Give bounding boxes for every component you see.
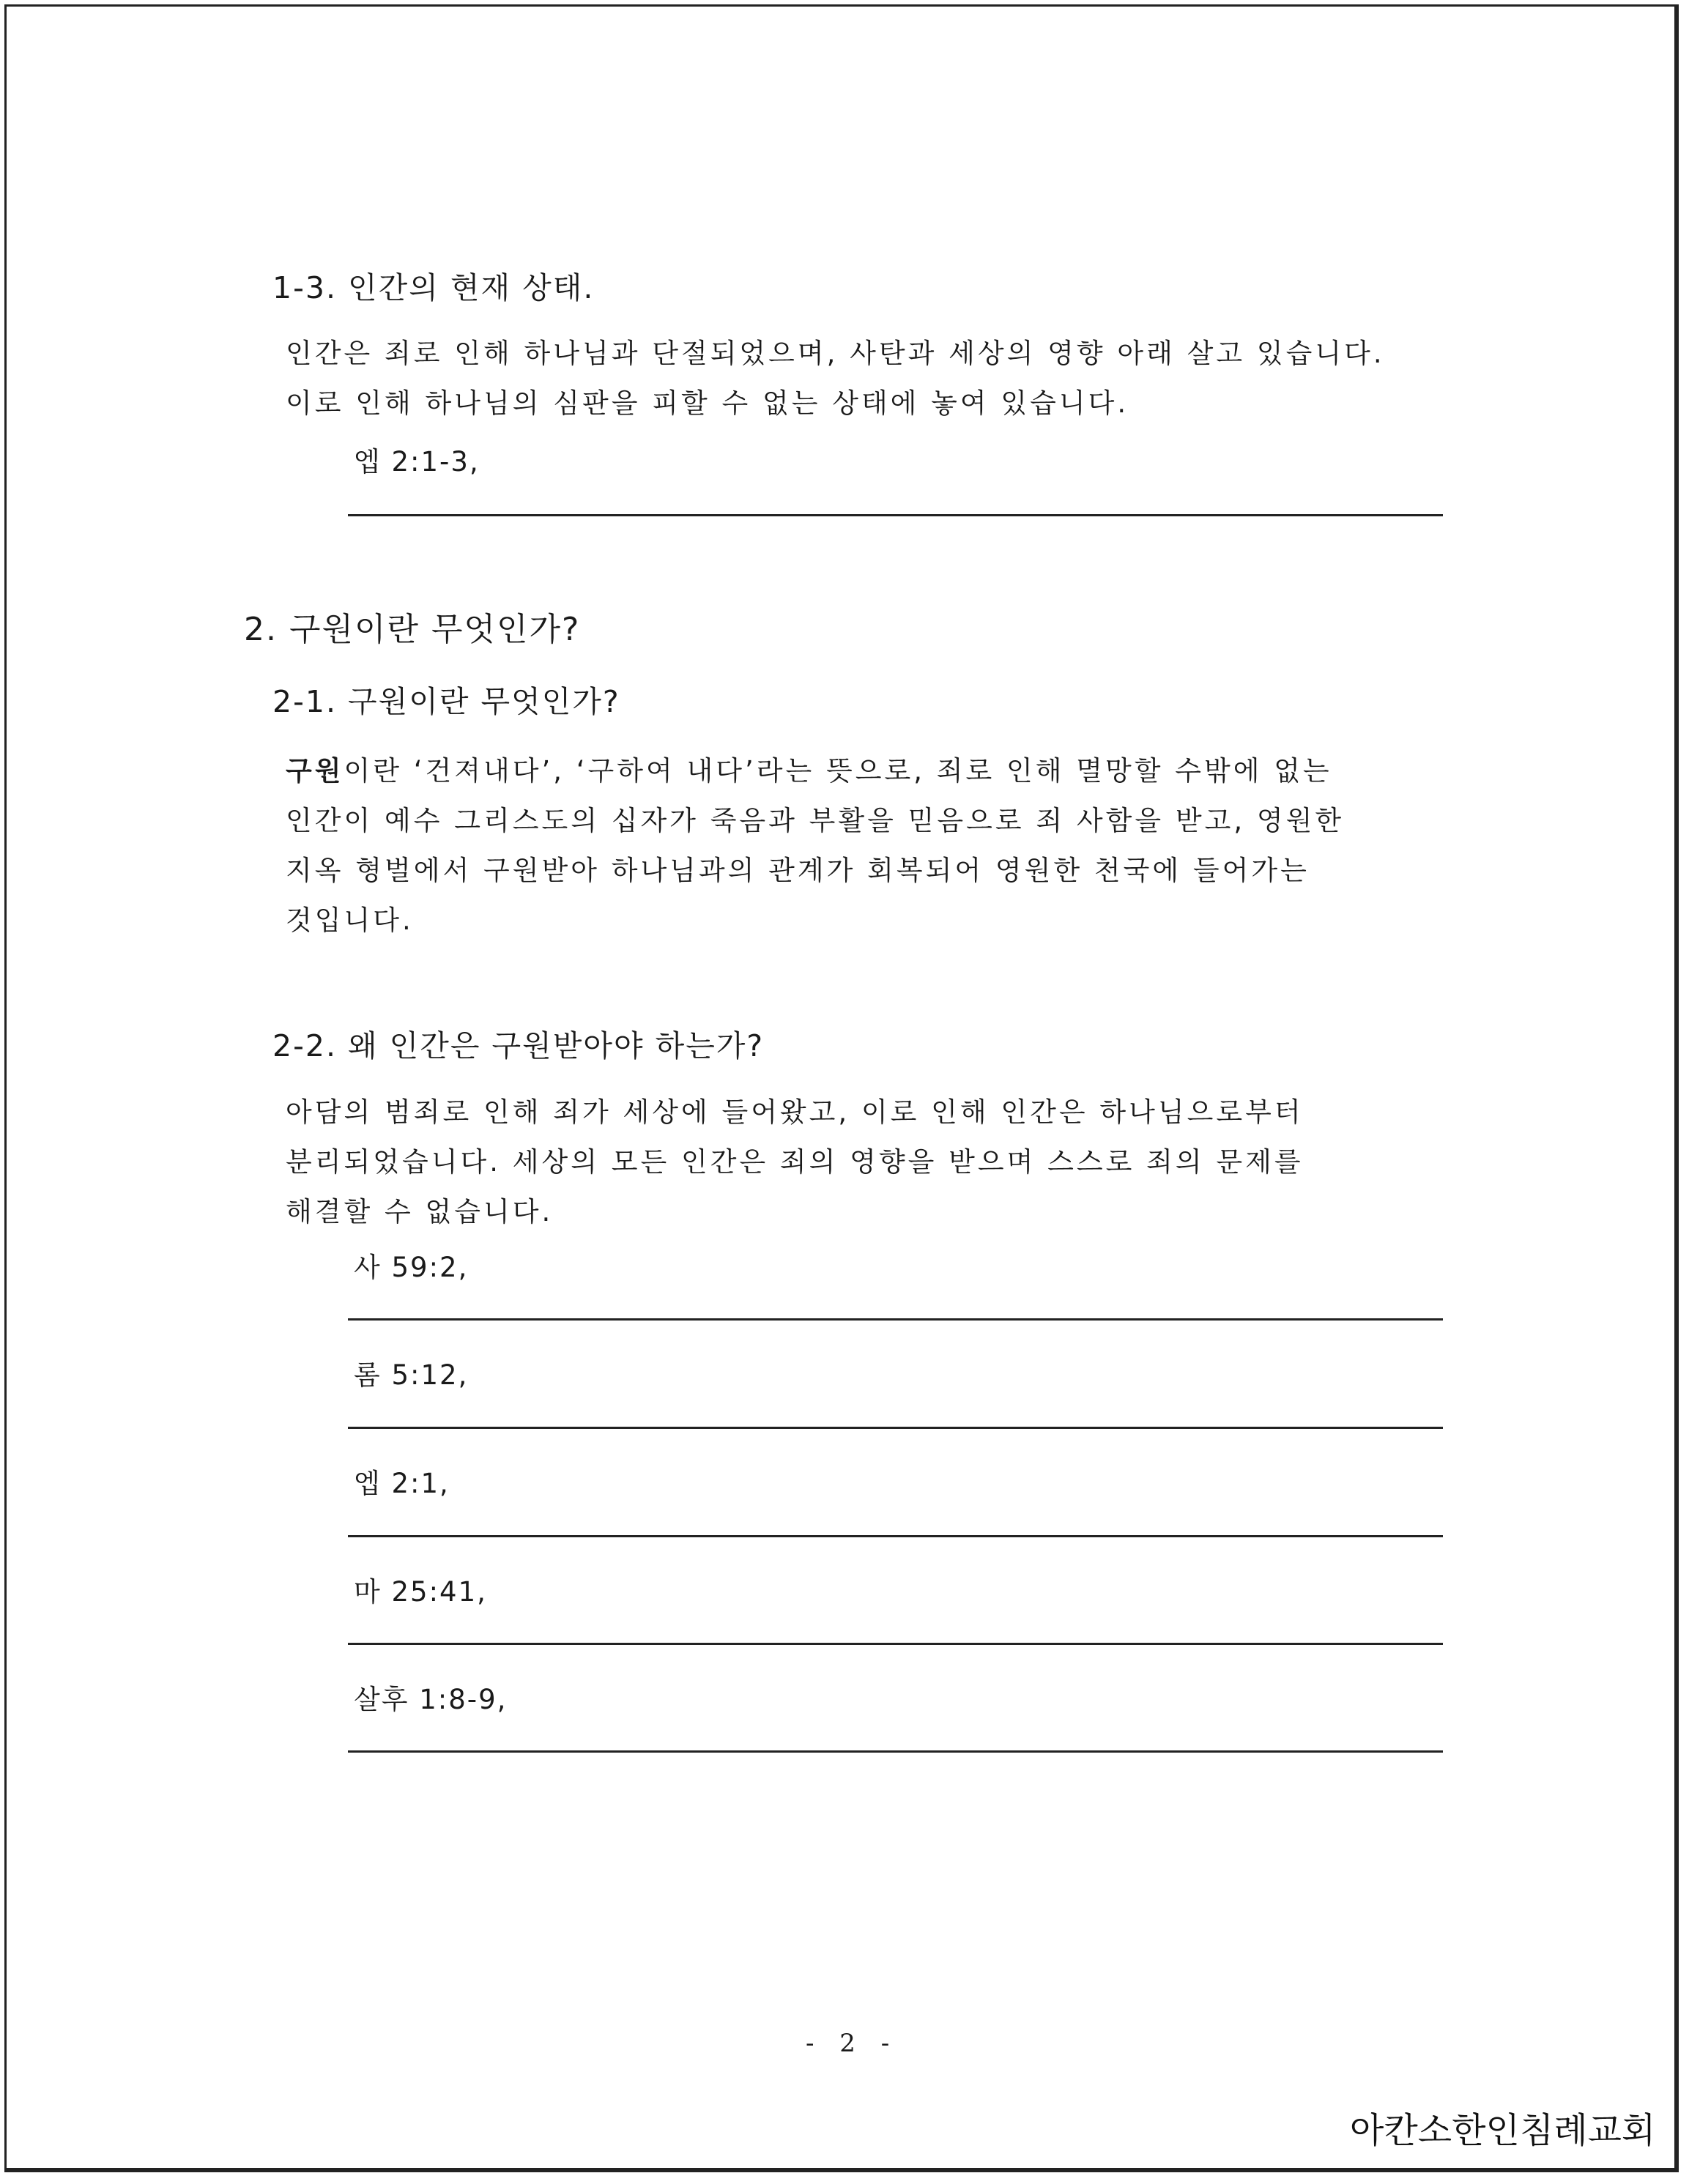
paragraph-line: 아담의 범죄로 인해 죄가 세상에 들어왔고, 이로 인해 인간은 하나님으로부터 bbox=[286, 1096, 1304, 1128]
paragraph-text: 이란 ‘건져내다’, ‘구하여 내다’라는 뜻으로, 죄로 인해 멸망할 수밖에 없는 bbox=[344, 755, 1332, 787]
scripture-reference: 롬 5:12, bbox=[354, 1359, 469, 1391]
answer-line bbox=[348, 1643, 1443, 1645]
paragraph-line: 인간은 죄로 인해 하나님과 단절되었으며, 사탄과 세상의 영향 아래 살고 있습니다. bbox=[286, 338, 1385, 369]
section-heading-1-3: 1-3. 인간의 현재 상태. bbox=[272, 270, 595, 305]
scripture-reference: 마 25:41, bbox=[354, 1576, 487, 1608]
scripture-reference: 엡 2:1, bbox=[354, 1468, 450, 1499]
paragraph-line: 것입니다. bbox=[286, 905, 414, 936]
scripture-reference: 엡 2:1-3, bbox=[354, 446, 480, 478]
answer-line bbox=[348, 1318, 1443, 1321]
paragraph-line: 인간이 예수 그리스도의 십자가 죽음과 부활을 믿음으로 죄 사함을 받고, 영원한 bbox=[286, 805, 1345, 836]
paragraph-line bbox=[286, 749, 1332, 788]
answer-line bbox=[348, 514, 1443, 516]
church-name: 아칸소한인침례교회 bbox=[1350, 2110, 1656, 2151]
paragraph-line: 해결할 수 없습니다. bbox=[286, 1196, 554, 1227]
page-number: - 2 - bbox=[806, 2029, 899, 2058]
paragraph-line: 이로 인해 하나님의 심판을 피할 수 없는 상태에 놓여 있습니다. bbox=[286, 387, 1129, 419]
answer-line bbox=[348, 1750, 1443, 1753]
section-heading-2-1: 2-1. 구원이란 무엇인가? bbox=[272, 684, 620, 719]
emphasis-word: 구원 bbox=[286, 755, 344, 787]
answer-line bbox=[348, 1535, 1443, 1537]
answer-line bbox=[348, 1427, 1443, 1429]
scripture-reference: 살후 1:8-9, bbox=[354, 1684, 508, 1715]
section-heading-2: 2. 구원이란 무엇인가? bbox=[244, 611, 581, 648]
paragraph-line: 지옥 형벌에서 구원받아 하나님과의 관계가 회복되어 영원한 천국에 들어가는 bbox=[286, 855, 1310, 886]
scripture-reference: 사 59:2, bbox=[354, 1252, 469, 1283]
page-border bbox=[4, 4, 1679, 2172]
paragraph-line: 분리되었습니다. 세상의 모든 인간은 죄의 영향을 받으며 스스로 죄의 문제를 bbox=[286, 1146, 1304, 1178]
section-heading-2-2: 2-2. 왜 인간은 구원받아야 하는가? bbox=[272, 1028, 765, 1063]
